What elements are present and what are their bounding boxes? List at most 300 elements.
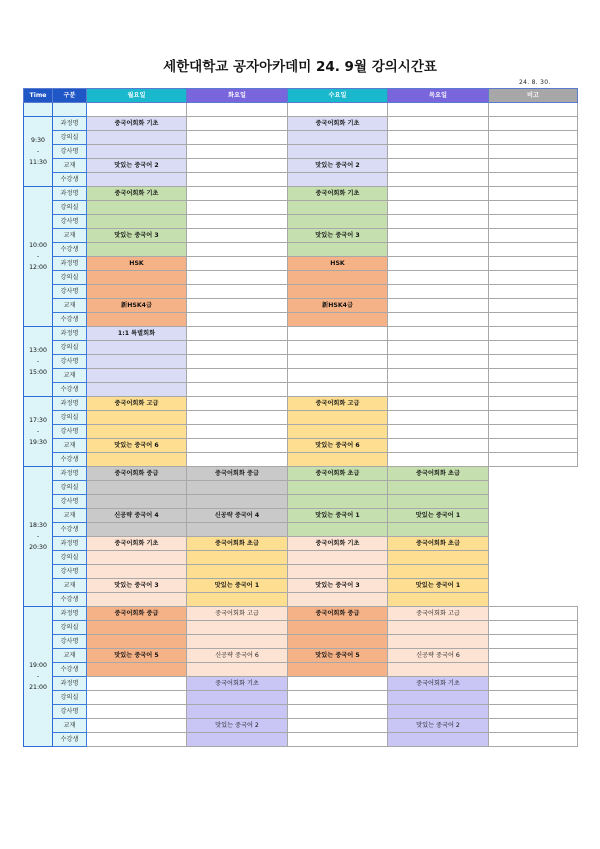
cell-remarks	[489, 607, 578, 621]
cell-tuesday: 중국어회화 기초	[187, 677, 288, 691]
cell-thursday	[388, 117, 489, 131]
cell-wednesday	[288, 621, 388, 635]
row-label: 강의실	[53, 131, 87, 145]
cell-monday	[87, 313, 187, 327]
cell-tuesday: 중국어회화 고급	[187, 607, 288, 621]
cell-monday	[87, 271, 187, 285]
cell-remarks	[489, 733, 578, 747]
cell-monday	[87, 719, 187, 733]
cell-monday	[87, 663, 187, 677]
cell-remarks	[489, 117, 578, 131]
cell-wednesday	[288, 383, 388, 397]
row-label	[53, 103, 87, 117]
cell-thursday	[388, 635, 489, 649]
cell-thursday	[388, 551, 489, 565]
cell-thursday	[388, 299, 489, 313]
cell-monday: HSK	[87, 257, 187, 271]
row-label: 수강생	[53, 243, 87, 257]
cell-wednesday	[288, 593, 388, 607]
cell-remarks	[489, 593, 578, 607]
cell-thursday	[388, 271, 489, 285]
cell-remarks	[489, 145, 578, 159]
time-slot: 13:00 - 15:00	[24, 327, 53, 397]
cell-monday	[87, 341, 187, 355]
cell-wednesday	[288, 173, 388, 187]
cell-remarks	[489, 103, 578, 117]
cell-thursday	[388, 327, 489, 341]
cell-remarks	[489, 355, 578, 369]
cell-monday	[87, 369, 187, 383]
cell-monday	[87, 481, 187, 495]
row-label: 교재	[53, 229, 87, 243]
time-slot: 10:00 - 12:00	[24, 187, 53, 327]
cell-remarks	[489, 635, 578, 649]
cell-tuesday	[187, 299, 288, 313]
row-label: 교재	[53, 509, 87, 523]
cell-thursday	[388, 411, 489, 425]
row-label: 교재	[53, 579, 87, 593]
cell-monday	[87, 635, 187, 649]
timetable	[23, 88, 578, 747]
table-row	[24, 369, 578, 383]
cell-wednesday	[288, 285, 388, 299]
cell-tuesday	[187, 705, 288, 719]
cell-remarks	[489, 229, 578, 243]
cell-tuesday	[187, 285, 288, 299]
cell-wednesday	[288, 495, 388, 509]
cell-tuesday	[187, 397, 288, 411]
row-label: 강의실	[53, 691, 87, 705]
cell-monday: 맛있는 중국어 3	[87, 229, 187, 243]
cell-thursday	[388, 621, 489, 635]
cell-remarks	[489, 523, 578, 537]
row-label: 교재	[53, 439, 87, 453]
cell-tuesday	[187, 215, 288, 229]
cell-tuesday: 중국어회화 초급	[187, 537, 288, 551]
row-label: 강사명	[53, 635, 87, 649]
cell-monday	[87, 551, 187, 565]
cell-tuesday	[187, 271, 288, 285]
cell-remarks	[489, 313, 578, 327]
row-label: 강사명	[53, 285, 87, 299]
cell-tuesday: 신공략 중국어 4	[187, 509, 288, 523]
cell-monday	[87, 103, 187, 117]
table-row	[24, 635, 578, 649]
table-row	[24, 733, 578, 747]
cell-thursday	[388, 663, 489, 677]
cell-monday	[87, 201, 187, 215]
cell-remarks	[489, 383, 578, 397]
cell-wednesday	[288, 425, 388, 439]
cell-wednesday	[288, 411, 388, 425]
cell-monday	[87, 173, 187, 187]
cell-thursday	[388, 173, 489, 187]
row-label: 강사명	[53, 355, 87, 369]
row-label: 강사명	[53, 705, 87, 719]
cell-monday	[87, 383, 187, 397]
cell-wednesday	[288, 691, 388, 705]
cell-monday	[87, 425, 187, 439]
cell-tuesday	[187, 481, 288, 495]
cell-remarks	[489, 719, 578, 733]
cell-tuesday	[187, 425, 288, 439]
cell-remarks	[489, 649, 578, 663]
cell-tuesday: 신공략 중국어 6	[187, 649, 288, 663]
cell-thursday	[388, 243, 489, 257]
table-row	[24, 579, 578, 593]
cell-wednesday	[288, 565, 388, 579]
cell-monday: 맛있는 중국어 6	[87, 439, 187, 453]
row-label: 강의실	[53, 341, 87, 355]
cell-monday	[87, 691, 187, 705]
cell-monday: 1:1 특별회화	[87, 327, 187, 341]
table-row	[24, 397, 578, 411]
row-label: 과정명	[53, 117, 87, 131]
cell-thursday	[388, 481, 489, 495]
cell-monday: 맛있는 중국어 5	[87, 649, 187, 663]
table-row	[24, 159, 578, 173]
table-row	[24, 201, 578, 215]
cell-remarks	[489, 187, 578, 201]
cell-tuesday	[187, 257, 288, 271]
cell-monday: 중국어회화 고급	[87, 397, 187, 411]
cell-monday	[87, 243, 187, 257]
cell-wednesday: 중국어회화 초급	[288, 467, 388, 481]
cell-thursday	[388, 257, 489, 271]
cell-wednesday	[288, 341, 388, 355]
row-label: 교재	[53, 159, 87, 173]
cell-thursday: 맛있는 중국어 1	[388, 509, 489, 523]
table-row	[24, 551, 578, 565]
cell-thursday: 신공략 중국어 6	[388, 649, 489, 663]
table-row	[24, 593, 578, 607]
cell-thursday	[388, 103, 489, 117]
cell-wednesday	[288, 243, 388, 257]
table-row	[24, 271, 578, 285]
cell-thursday	[388, 523, 489, 537]
row-label: 강사명	[53, 215, 87, 229]
row-label: 교재	[53, 369, 87, 383]
cell-monday: 맛있는 중국어 2	[87, 159, 187, 173]
cell-wednesday: 중국어회화 중급	[288, 607, 388, 621]
cell-remarks	[489, 705, 578, 719]
cell-tuesday: 중국어회화 중급	[187, 467, 288, 481]
cell-remarks	[489, 341, 578, 355]
table-row	[24, 229, 578, 243]
cell-monday	[87, 565, 187, 579]
cell-remarks	[489, 215, 578, 229]
cell-wednesday	[288, 327, 388, 341]
cell-tuesday	[187, 565, 288, 579]
table-row	[24, 327, 578, 341]
cell-remarks	[489, 537, 578, 551]
cell-wednesday	[288, 551, 388, 565]
cell-monday	[87, 593, 187, 607]
cell-tuesday	[187, 187, 288, 201]
table-row	[24, 215, 578, 229]
table-row	[24, 425, 578, 439]
cell-thursday	[388, 131, 489, 145]
cell-tuesday	[187, 229, 288, 243]
header-wednesday: 수요일	[288, 89, 388, 103]
row-label: 교재	[53, 299, 87, 313]
header-thursday: 목요일	[388, 89, 489, 103]
row-label: 과정명	[53, 677, 87, 691]
cell-wednesday	[288, 733, 388, 747]
cell-wednesday	[288, 635, 388, 649]
cell-remarks	[489, 173, 578, 187]
cell-monday	[87, 621, 187, 635]
cell-monday: 중국어회화 기초	[87, 117, 187, 131]
cell-remarks	[489, 691, 578, 705]
cell-thursday	[388, 425, 489, 439]
cell-wednesday	[288, 705, 388, 719]
header-category: 구분	[53, 89, 87, 103]
table-row	[24, 691, 578, 705]
table-row	[24, 411, 578, 425]
time-slot: 19:00 - 21:00	[24, 607, 53, 747]
cell-wednesday: 중국어회화 기초	[288, 187, 388, 201]
table-row	[24, 173, 578, 187]
cell-tuesday	[187, 145, 288, 159]
cell-wednesday	[288, 481, 388, 495]
cell-monday	[87, 677, 187, 691]
table-row	[24, 607, 578, 621]
cell-thursday	[388, 453, 489, 467]
cell-monday: 신공략 중국어 4	[87, 509, 187, 523]
time-slot	[24, 103, 53, 117]
cell-monday: 중국어회화 기초	[87, 187, 187, 201]
table-row	[24, 257, 578, 271]
time-slot: 9:30 - 11:30	[24, 117, 53, 187]
cell-tuesday	[187, 201, 288, 215]
cell-wednesday	[288, 313, 388, 327]
cell-wednesday	[288, 145, 388, 159]
table-row	[24, 509, 578, 523]
table-row	[24, 495, 578, 509]
row-label: 강의실	[53, 621, 87, 635]
table-row	[24, 145, 578, 159]
table-row	[24, 481, 578, 495]
cell-remarks	[489, 201, 578, 215]
cell-wednesday: 맛있는 중국어 6	[288, 439, 388, 453]
row-label: 수강생	[53, 663, 87, 677]
document-date: 24. 8. 30.	[519, 79, 551, 86]
row-label: 강사명	[53, 495, 87, 509]
row-label: 과정명	[53, 257, 87, 271]
cell-monday: 新HSK4급	[87, 299, 187, 313]
row-label: 과정명	[53, 397, 87, 411]
cell-thursday: 맛있는 중국어 2	[388, 719, 489, 733]
cell-tuesday	[187, 635, 288, 649]
row-label: 강의실	[53, 481, 87, 495]
cell-wednesday	[288, 271, 388, 285]
cell-tuesday	[187, 551, 288, 565]
cell-remarks	[489, 285, 578, 299]
row-label: 강의실	[53, 271, 87, 285]
cell-thursday	[388, 369, 489, 383]
row-label: 과정명	[53, 607, 87, 621]
cell-tuesday	[187, 439, 288, 453]
cell-monday: 맛있는 중국어 3	[87, 579, 187, 593]
row-label: 수강생	[53, 453, 87, 467]
cell-wednesday	[288, 453, 388, 467]
cell-remarks	[489, 663, 578, 677]
table-row	[24, 131, 578, 145]
cell-wednesday: 맛있는 중국어 3	[288, 229, 388, 243]
cell-thursday: 중국어회화 기초	[388, 677, 489, 691]
cell-wednesday: 중국어회화 기초	[288, 537, 388, 551]
table-row	[24, 621, 578, 635]
cell-monday	[87, 411, 187, 425]
time-slot: 18:30 - 20:30	[24, 467, 53, 607]
table-row	[24, 285, 578, 299]
table-row	[24, 523, 578, 537]
header-tuesday: 화요일	[187, 89, 288, 103]
cell-tuesday	[187, 131, 288, 145]
row-label: 수강생	[53, 523, 87, 537]
cell-remarks	[489, 425, 578, 439]
table-row	[24, 313, 578, 327]
cell-wednesday	[288, 677, 388, 691]
cell-remarks	[489, 131, 578, 145]
cell-remarks	[489, 243, 578, 257]
cell-tuesday	[187, 313, 288, 327]
cell-remarks	[489, 327, 578, 341]
cell-tuesday	[187, 411, 288, 425]
cell-wednesday: 맛있는 중국어 2	[288, 159, 388, 173]
cell-thursday	[388, 593, 489, 607]
table-row	[24, 663, 578, 677]
row-label: 과정명	[53, 537, 87, 551]
cell-tuesday	[187, 453, 288, 467]
cell-remarks	[489, 369, 578, 383]
cell-thursday	[388, 145, 489, 159]
table-row	[24, 117, 578, 131]
cell-tuesday	[187, 103, 288, 117]
cell-thursday	[388, 229, 489, 243]
cell-wednesday	[288, 663, 388, 677]
row-label: 수강생	[53, 383, 87, 397]
page-title: 세한대학교 공자아카데미 24. 9월 강의시간표	[163, 59, 437, 75]
row-label: 교재	[53, 649, 87, 663]
cell-tuesday: 맛있는 중국어 1	[187, 579, 288, 593]
cell-thursday	[388, 565, 489, 579]
row-label: 과정명	[53, 467, 87, 481]
cell-thursday	[388, 733, 489, 747]
table-row	[24, 537, 578, 551]
cell-thursday	[388, 215, 489, 229]
cell-wednesday	[288, 201, 388, 215]
table-row	[24, 719, 578, 733]
cell-tuesday	[187, 327, 288, 341]
cell-tuesday	[187, 341, 288, 355]
table-row	[24, 705, 578, 719]
cell-wednesday: 중국어회화 고급	[288, 397, 388, 411]
cell-wednesday	[288, 719, 388, 733]
cell-thursday	[388, 705, 489, 719]
cell-thursday: 중국어회화 초급	[388, 467, 489, 481]
cell-remarks	[489, 677, 578, 691]
row-label: 강사명	[53, 565, 87, 579]
row-label: 수강생	[53, 593, 87, 607]
row-label: 강의실	[53, 201, 87, 215]
cell-tuesday	[187, 173, 288, 187]
cell-remarks	[489, 299, 578, 313]
cell-thursday	[388, 355, 489, 369]
row-label: 강의실	[53, 551, 87, 565]
cell-monday	[87, 523, 187, 537]
cell-thursday: 중국어회화 고급	[388, 607, 489, 621]
row-label: 과정명	[53, 187, 87, 201]
cell-monday: 중국어회화 중급	[87, 467, 187, 481]
cell-wednesday	[288, 103, 388, 117]
cell-remarks	[489, 621, 578, 635]
cell-thursday	[388, 341, 489, 355]
cell-monday	[87, 705, 187, 719]
cell-wednesday	[288, 215, 388, 229]
table-row	[24, 187, 578, 201]
table-row	[24, 243, 578, 257]
cell-thursday	[388, 397, 489, 411]
table-row	[24, 383, 578, 397]
cell-tuesday	[187, 621, 288, 635]
cell-monday: 중국어회화 기초	[87, 537, 187, 551]
cell-monday	[87, 145, 187, 159]
cell-monday	[87, 131, 187, 145]
row-label: 강사명	[53, 425, 87, 439]
cell-remarks	[489, 411, 578, 425]
cell-wednesday	[288, 355, 388, 369]
cell-remarks	[489, 453, 578, 467]
cell-tuesday	[187, 691, 288, 705]
cell-tuesday	[187, 663, 288, 677]
cell-thursday	[388, 383, 489, 397]
row-label: 강사명	[53, 145, 87, 159]
time-slot: 17:30 - 19:30	[24, 397, 53, 467]
cell-remarks	[489, 481, 578, 495]
cell-thursday	[388, 691, 489, 705]
header-monday: 월요일	[87, 89, 187, 103]
timetable-body	[24, 103, 578, 747]
timetable-table	[23, 88, 578, 747]
row-label: 수강생	[53, 173, 87, 187]
cell-remarks	[489, 495, 578, 509]
row-label: 수강생	[53, 733, 87, 747]
row-label: 과정명	[53, 327, 87, 341]
cell-tuesday	[187, 383, 288, 397]
cell-wednesday: HSK	[288, 257, 388, 271]
cell-wednesday	[288, 369, 388, 383]
cell-tuesday	[187, 243, 288, 257]
cell-wednesday	[288, 131, 388, 145]
cell-remarks	[489, 257, 578, 271]
cell-remarks	[489, 579, 578, 593]
cell-thursday	[388, 187, 489, 201]
header-remarks: 비고	[489, 89, 578, 103]
row-label: 강의실	[53, 411, 87, 425]
cell-thursday	[388, 313, 489, 327]
cell-monday	[87, 215, 187, 229]
cell-thursday	[388, 159, 489, 173]
cell-thursday	[388, 439, 489, 453]
row-label: 수강생	[53, 313, 87, 327]
cell-remarks	[489, 397, 578, 411]
cell-tuesday	[187, 117, 288, 131]
cell-wednesday: 중국어회화 기초	[288, 117, 388, 131]
table-row	[24, 439, 578, 453]
cell-remarks	[489, 551, 578, 565]
